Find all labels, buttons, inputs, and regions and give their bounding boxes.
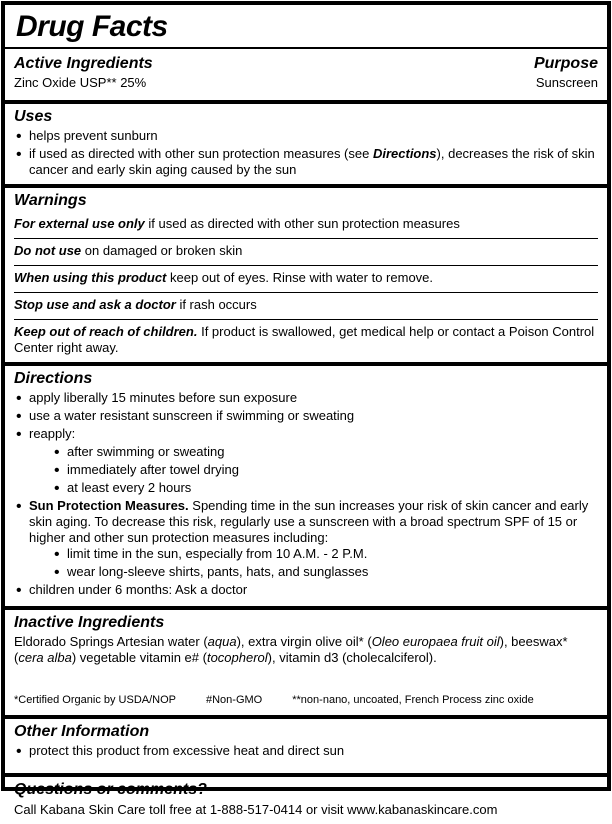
directions-heading: Directions bbox=[14, 370, 93, 387]
directions-subbullet-towel bbox=[54, 462, 598, 480]
bullet-icon bbox=[16, 146, 29, 164]
directions-subbullet-clothing bbox=[54, 564, 598, 582]
inactive-ingredients-section bbox=[5, 610, 607, 719]
page-title: Drug Facts bbox=[16, 10, 168, 43]
directions-subbullet-limit-time bbox=[54, 546, 598, 564]
bullet-icon bbox=[16, 582, 29, 600]
active-ingredient-value: Zinc Oxide USP** 25% bbox=[14, 75, 147, 90]
directions-subbullet-swimming bbox=[54, 444, 598, 462]
bullet-icon bbox=[16, 743, 29, 761]
bullet-icon bbox=[54, 546, 67, 564]
warnings-heading: Warnings bbox=[14, 192, 87, 209]
warning-keep-out-of-reach: Keep out of reach of children. If product is swallowed, get medical help or contact a Poison Control Center right away. bbox=[14, 324, 595, 355]
footnotes-row bbox=[14, 694, 598, 707]
warning-when-using: When using this product keep out of eyes. Rinse with water to remove. bbox=[14, 266, 598, 293]
active-ingredients-heading: Active Ingredients bbox=[14, 55, 153, 72]
bullet-icon bbox=[16, 426, 29, 444]
warning-external-use: For external use only if used as directed with other sun protection measures bbox=[14, 212, 598, 239]
warning-do-not-use: Do not use on damaged or broken skin bbox=[14, 239, 598, 266]
directions-text: apply liberally 15 minutes before sun exposure bbox=[29, 390, 298, 405]
directions-bullet-apply bbox=[16, 390, 598, 408]
uses-bullet-1 bbox=[16, 128, 598, 146]
bullet-icon bbox=[16, 128, 29, 146]
questions-contact-text: Call Kabana Skin Care toll free at 1-888-517-0414 or visit www.kabanaskincare.com bbox=[14, 802, 498, 817]
drug-facts-label bbox=[1, 1, 611, 817]
bullet-icon bbox=[54, 564, 67, 582]
bullet-icon bbox=[16, 408, 29, 426]
purpose-heading: Purpose bbox=[533, 55, 598, 72]
uses-bullet-2-text: if used as directed with other sun protection measures (see Directions), decreases the risk of skin cancer and early skin aging caused by the sun bbox=[29, 146, 595, 177]
footnote-non-gmo: #Non-GMO bbox=[206, 694, 263, 706]
directions-bullet-reapply bbox=[16, 426, 598, 444]
bullet-icon bbox=[54, 480, 67, 498]
inactive-ingredients-heading: Inactive Ingredients bbox=[14, 614, 165, 631]
bullet-icon bbox=[16, 498, 29, 516]
footnote-certified-organic: *Certified Organic by USDA/NOP bbox=[14, 694, 176, 706]
active-ingredients-section bbox=[5, 49, 607, 104]
bullet-icon bbox=[54, 444, 67, 462]
uses-bullet-2 bbox=[16, 146, 598, 178]
directions-bullet-water-resistant bbox=[16, 408, 598, 426]
questions-section bbox=[5, 777, 607, 824]
uses-heading: Uses bbox=[14, 108, 53, 125]
directions-section bbox=[5, 366, 607, 610]
bullet-icon bbox=[54, 462, 67, 480]
directions-text: wear long-sleeve shirts, pants, hats, and sunglasses bbox=[67, 564, 369, 579]
directions-text: at least every 2 hours bbox=[67, 480, 192, 495]
directions-text: immediately after towel drying bbox=[67, 462, 239, 477]
uses-section bbox=[5, 104, 607, 188]
directions-text: limit time in the sun, especially from 10 A.M. - 2 P.M. bbox=[67, 546, 368, 561]
inactive-ingredients-text: Eldorado Springs Artesian water (aqua), extra virgin olive oil* (Oleo europaea fruit oil), beeswax* (cera alba) vegetable vitamin e# (tocopherol), vitamin d3 (cholecalciferol). bbox=[14, 634, 568, 665]
active-ingredient-column bbox=[14, 54, 153, 91]
warning-stop-use: Stop use and ask a doctor if rash occurs bbox=[14, 293, 598, 320]
directions-text: Sun Protection Measures. Spending time in the sun increases your risk of skin cancer and early skin aging. To decrease this risk, regularly use a sunscreen with a broad spectrum SPF of 15 or higher and other sun protection measures including: bbox=[29, 498, 589, 545]
other-information-heading: Other Information bbox=[14, 723, 150, 740]
other-information-bullet bbox=[16, 743, 598, 761]
other-information-section bbox=[5, 719, 607, 777]
directions-bullet-children bbox=[16, 582, 598, 600]
directions-text: children under 6 months: Ask a doctor bbox=[29, 582, 248, 597]
uses-bullet-1-text: helps prevent sunburn bbox=[29, 128, 158, 143]
directions-text: reapply: bbox=[29, 426, 76, 441]
directions-text: use a water resistant sunscreen if swimming or sweating bbox=[29, 408, 355, 423]
bullet-icon bbox=[16, 390, 29, 408]
footnote-non-nano: **non-nano, uncoated, French Process zinc oxide bbox=[292, 694, 534, 706]
other-information-text: protect this product from excessive heat and direct sun bbox=[29, 743, 345, 758]
title-section bbox=[5, 5, 607, 49]
warnings-section bbox=[5, 188, 607, 366]
purpose-value: Sunscreen bbox=[535, 75, 598, 90]
directions-bullet-sun-protection bbox=[16, 498, 598, 546]
questions-heading: Questions or comments? bbox=[14, 781, 207, 798]
directions-text: after swimming or sweating bbox=[67, 444, 225, 459]
directions-subbullet-2-hours bbox=[54, 480, 598, 498]
purpose-column bbox=[534, 54, 598, 91]
